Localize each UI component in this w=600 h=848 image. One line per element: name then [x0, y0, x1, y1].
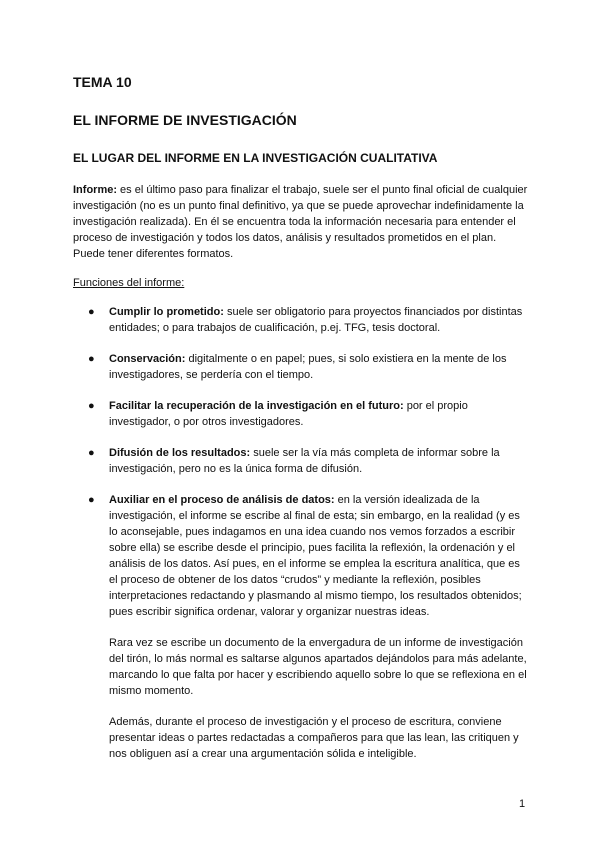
list-item-text: digitalmente o en papel; pues, si solo existiera en la mente de los investigadores, se perdería con el tiempo. — [109, 353, 507, 381]
list-item — [73, 398, 528, 430]
informe-definition-label: Informe: — [73, 184, 117, 196]
list-item-text: suele ser obligatorio para proyectos financiados por distintas entidades; o para trabajos de cualificación, p.ej. TFG, tesis doctoral. — [109, 306, 523, 334]
list-item-label: Cumplir lo prometido: — [109, 306, 224, 318]
bullet-icon: ● — [88, 400, 95, 412]
topic-number-heading: TEMA 10 — [73, 74, 132, 90]
page-number: 1 — [519, 798, 526, 810]
bullet-icon: ● — [88, 447, 95, 459]
bullet-icon: ● — [88, 494, 95, 506]
bullet-icon: ● — [88, 306, 95, 318]
list-item — [73, 304, 528, 336]
list-item-text: por el propio investigador, o por otros investigadores. — [109, 400, 468, 428]
list-item-label: Difusión de los resultados: — [109, 447, 251, 459]
informe-definition-paragraph — [73, 182, 528, 262]
functions-list — [73, 304, 528, 777]
list-item-continuation-paragraph: Rara vez se escribe un documento de la envergadura de un informe de investigación del tirón, lo más normal es saltarse algunos apartados dejándolos para más adelante, marcando lo que falta por hacer y escribiendo aquello sobre lo que se reflexiona en el mismo momento. — [109, 637, 527, 697]
list-item-label: Auxiliar en el proceso de análisis de datos: — [109, 494, 335, 506]
document-title: EL INFORME DE INVESTIGACIÓN — [73, 112, 297, 128]
list-item-text: suele ser la vía más completa de informar sobre la investigación, pero no es la única forma de difusión. — [109, 447, 500, 475]
list-item — [73, 445, 528, 477]
functions-subheading: Funciones del informe: — [73, 277, 185, 289]
list-item-text: en la versión idealizada de la investigación, el informe se escribe al final de esta; sin embargo, en la realidad (y es lo aconsejable, pues indagamos en una idea cuando nos vemos forzados a escribir sobre ella) se escribe desde el principio, pues facilita la reflexión, la ordenación y el análisis de los datos. Así pues, en el informe se emplea la escritura analítica, que es el proceso de obtener de los datos “crudos” y mediante la reflexión, posibles interpretaciones redactando y plasmando al mismo tiempo, los resultados obtenidos; pues escribir significa ordenar, valorar y organizar nuestras ideas. — [109, 494, 522, 618]
list-item-continuation-paragraph: Además, durante el proceso de investigación y el proceso de escritura, conviene presentar ideas o partes redactadas a compañeros para que las lean, las critiquen y nos obliguen así a crear una argumentación sólida e inteligible. — [109, 716, 519, 760]
bullet-icon: ● — [88, 353, 95, 365]
list-item — [73, 351, 528, 383]
section-heading: EL LUGAR DEL INFORME EN LA INVESTIGACIÓN CUALITATIVA — [73, 151, 438, 165]
list-item-label: Facilitar la recuperación de la investigación en el futuro: — [109, 400, 404, 412]
list-item — [73, 492, 528, 762]
informe-definition-text: es el último paso para finalizar el trabajo, suele ser el punto final oficial de cualquier investigación (no es un punto final definitivo, ya que se puede aprovechar indefinidamente la investigación realizada). En él se encuentra toda la información necesaria para entender el proceso de investigación y todos los datos, análisis y resultados prometidos en el plan. Puede tener diferentes formatos. — [73, 184, 528, 260]
list-item-label: Conservación: — [109, 353, 186, 365]
